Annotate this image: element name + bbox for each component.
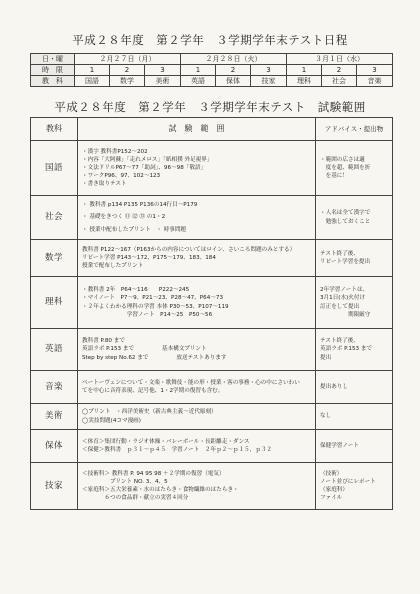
range-line: 英語ラボ P.153 まで 基本構文プリント [82, 346, 207, 353]
exam-range-table [30, 117, 393, 510]
range-line: ＜家庭科＞五大栄養素・水のはたらき・食物繊維のはたらき・ [82, 487, 239, 493]
advice-line: 訂正をして提出 [320, 303, 360, 310]
advice-line: テスト終了後、 [320, 250, 359, 257]
subject-row [31, 463, 393, 510]
range-line: ・ 教科書 p134 P135 P136の14行目～P179 [82, 202, 198, 209]
advice-line: ファイル [320, 495, 343, 502]
range-line: 授業で配布したプリント [82, 263, 144, 270]
period-cell: 1 [75, 65, 110, 76]
period-cell: 1 [181, 65, 216, 76]
subject-row [31, 141, 393, 196]
advice-line: 勉強しておくこと [320, 218, 371, 225]
range-line: ベートーヴェンについて・文楽・歌舞伎・能の形・授業・客の事務・心の中にさいわい [82, 379, 300, 386]
range-line: ・ワークP96、97、102～123 [82, 173, 161, 180]
range-details [78, 404, 316, 430]
range-details [78, 240, 316, 277]
range-line: ・ 基礎をきつく ⑪ ⑫ ⑬ の1・2 [82, 214, 166, 221]
range-line: てを中心に音符表現、記号他、1・2学期の復習も含む。 [82, 388, 224, 394]
range-details [78, 371, 316, 404]
advice-cell [316, 240, 393, 277]
subject-row [31, 404, 393, 430]
schedule-subject-row [31, 76, 393, 87]
range-line: 教科書 P122～167（P163からの内容についてはロイン、さいころ問題のみとする） [82, 246, 296, 253]
subject-name: 技家 [31, 463, 78, 510]
range-line: リピート学習 P143～172、P175～179、183、184 [82, 254, 216, 261]
advice-line: ・範囲の広さは適 [320, 156, 365, 163]
period-cell: 1 [287, 65, 322, 76]
advice-line: 提出 [320, 354, 332, 361]
advice-cell [316, 329, 393, 371]
subject-cell: 技家 [251, 76, 287, 87]
period-cell: 2 [110, 65, 145, 76]
advice-line: 3月1日(水)火付け [320, 295, 366, 302]
range-details [78, 141, 316, 196]
range-header: 試 験 範 囲 [78, 118, 316, 141]
schedule-day-date: ３月１日（水） [287, 54, 393, 65]
period-cell: 2 [322, 65, 357, 76]
range-line: ・２年よくわかる理科の学習 本体 P30～53、P107～119 [82, 303, 229, 310]
subject-cell: 音楽 [357, 76, 393, 87]
subject-name: 国語 [31, 141, 78, 196]
range-line: ・書き取りテスト [82, 181, 127, 188]
range-line: ＜技術科＞ 教科書 P. 94 95 98 ＋２学期の復習（電気） [82, 470, 225, 477]
advice-line: なし [320, 413, 332, 420]
advice-header: アドバイス・提出物 [316, 118, 393, 141]
range-line: ・ 授業中配布したプリント ・ 時事問題 [82, 226, 187, 233]
advice-cell [316, 463, 393, 510]
period-cell: 2 [216, 65, 251, 76]
subject-name: 美術 [31, 404, 78, 430]
subject-name: 数学 [31, 240, 78, 277]
advice-line: ノート並びにレポート [320, 478, 376, 485]
subject-cell: 理科 [287, 76, 322, 87]
subject-row [31, 329, 393, 371]
subject-name: 保体 [31, 430, 78, 463]
range-line: プリント NO. 3、4、5 [82, 478, 168, 485]
advice-line: 英語ラボ P.153 まで [320, 346, 373, 353]
subject-row [31, 277, 393, 329]
advice-line: リピート学習を提出 [320, 259, 371, 265]
subject-row [31, 371, 393, 404]
subject-cell: 数学 [110, 76, 145, 87]
range-details [78, 430, 316, 463]
range-line: ・漢字 教科書P152～202 [82, 148, 148, 155]
subject-name: 英語 [31, 329, 78, 371]
range-line: ◯実技問題(4コマ漫画) [82, 417, 141, 424]
advice-line: 2年学習ノートは、 [320, 287, 369, 294]
period-cell: 3 [251, 65, 287, 76]
subject-cell: 保体 [216, 76, 251, 87]
advice-line: ・人名は全て漢字で [320, 210, 371, 217]
subject-name: 社会 [31, 196, 78, 240]
subject-label: 教 科 [31, 76, 75, 87]
schedule-day-date: ２月２８日（火） [181, 54, 287, 65]
subject-row [31, 240, 393, 277]
schedule-title: 平成２８年度 第２学年 ３学期学年末テスト日程 [72, 33, 348, 47]
subject-row [31, 196, 393, 240]
subject-cell: 社会 [322, 76, 357, 87]
range-details [78, 196, 316, 240]
advice-line: （家庭科） [320, 487, 348, 493]
range-line: ・内容「大阿蘇」「走れメロス」「紙相撲 外足視界」 [82, 156, 213, 163]
advice-cell [316, 196, 393, 240]
schedule-date-row [31, 54, 393, 65]
advice-line: を基に！ [320, 173, 348, 180]
advice-cell [316, 141, 393, 196]
subject-cell: 国語 [75, 76, 110, 87]
advice-cell [316, 430, 393, 463]
advice-line: 期限厳守 [320, 311, 371, 318]
advice-line: 度を超、範囲を折 [320, 164, 371, 171]
range-line: ・文法ドリルP67～77「助詞」、96～98「敬語」 [82, 164, 207, 171]
subject-name: 理科 [31, 277, 78, 329]
subject-row [31, 430, 393, 463]
range-header-row [31, 118, 393, 141]
advice-cell [316, 277, 393, 329]
advice-cell [316, 404, 393, 430]
advice-cell [316, 371, 393, 404]
subject-cell: 英語 [181, 76, 216, 87]
date-label: 日・曜 [31, 54, 75, 65]
range-details [78, 329, 316, 371]
subject-name: 音楽 [31, 371, 78, 404]
range-line: ・教科書 2年 P64～116 P222～245 [82, 287, 190, 294]
schedule-period-row [31, 65, 393, 76]
advice-line: 保健学習ノート [320, 442, 359, 449]
range-line: 学習ノート P14～25 P50～56 [82, 311, 213, 318]
advice-line: 提出ありし [320, 383, 348, 390]
range-details [78, 277, 316, 329]
schedule-day-date: ２月２７日（月） [75, 54, 181, 65]
subject-cell: 美術 [145, 76, 181, 87]
subject-header: 教科 [31, 118, 78, 141]
schedule-table [30, 53, 393, 87]
range-line: ＜体育＞集団行動・ラジオ体操・バレーボール・長距離走・ダンス [82, 438, 250, 445]
range-line: 教科書 P.80 まで [82, 338, 125, 345]
advice-line: （技術） [320, 470, 343, 477]
period-label: 時 限 [31, 65, 75, 76]
range-line: ６つの食品群・献立の実習４回分 [82, 495, 189, 502]
range-line: ◯プリント ・西洋美術史（新古典主義～近代彫刻） [82, 409, 217, 416]
range-line: Step by step No.62 まで 放送テストあります [82, 354, 227, 361]
range-line: ・マイノート P7～9、P21～23、P28～47、P64～73 [82, 295, 224, 302]
period-cell: 3 [357, 65, 393, 76]
range-line: ＜保健＞教科書 ｐ３１～ｐ４５ 学習ノート ２年ｐ２～ｐ１５，ｐ３２ [82, 447, 273, 453]
range-details [78, 463, 316, 510]
period-cell: 3 [145, 65, 181, 76]
range-title: 平成２８年度 第２学年 ３学期学年末テスト 試験範囲 [54, 100, 366, 114]
advice-line: テスト終了後、 [320, 338, 359, 345]
